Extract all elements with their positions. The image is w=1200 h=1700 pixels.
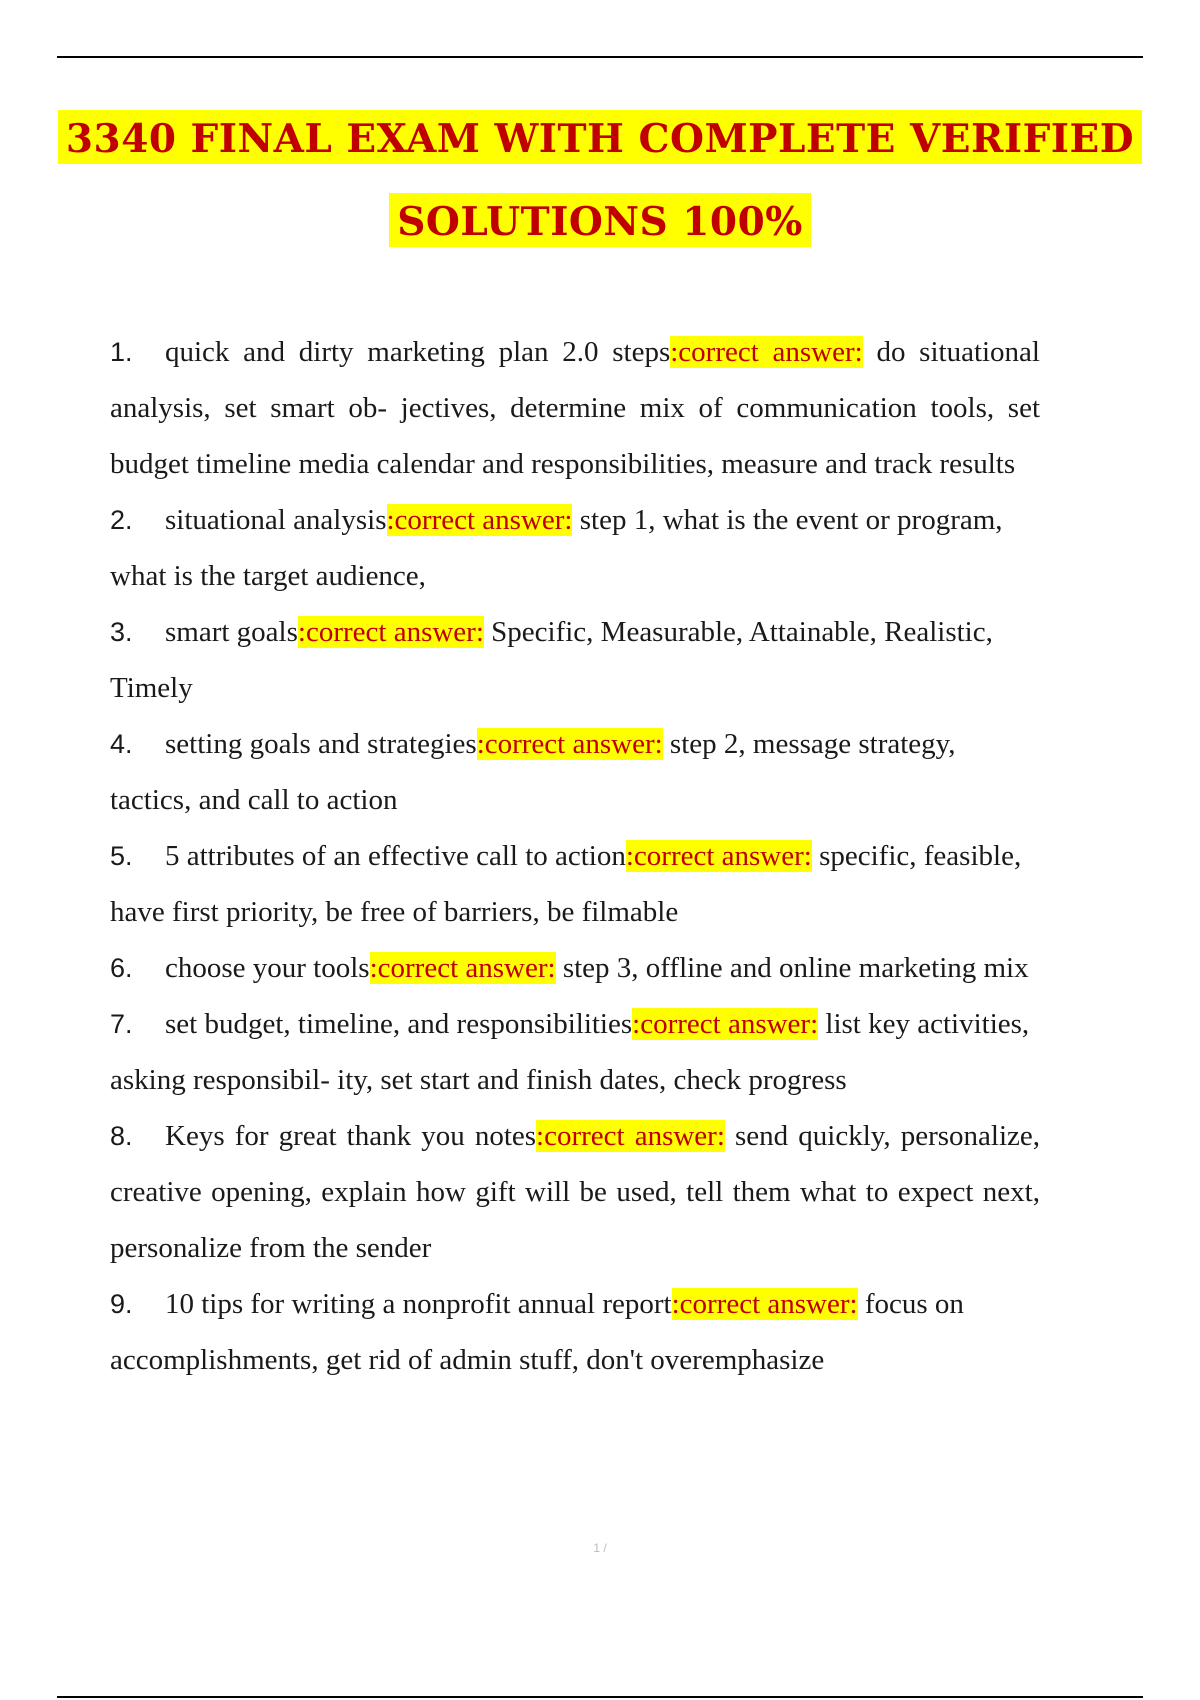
correct-answer-highlight: :correct answer: [632,1008,819,1040]
item-number: 1. [110,337,133,367]
item-term: quick and dirty marketing plan 2.0 steps [165,336,671,368]
qa-item [110,828,1040,940]
title-line-1: 3340 FINAL EXAM WITH COMPLETE VERIFIED [58,110,1142,164]
item-term: set budget, timeline, and responsibilities [165,1008,633,1040]
correct-answer-highlight: :correct answer: [670,336,863,368]
item-answer: do situational analysis, set smart ob- jectives, determine mix of communication tools, set budget timeline media calendar and responsibilities, measure and track results [110,336,1040,480]
item-number: 3. [110,617,133,647]
correct-answer-highlight: :correct answer: [625,840,812,872]
correct-answer-highlight: :correct answer: [386,504,573,536]
item-answer: specific, feasible, have first priority, be free of barriers, be filmable [110,840,1022,928]
item-answer: step 3, offline and online marketing mix [562,952,1029,984]
qa-item [110,940,1040,996]
item-answer: Specific, Measurable, Attainable, Realistic, Timely [110,616,993,704]
item-term: setting goals and strategies [165,728,477,760]
item-term: Keys for great thank you notes [165,1120,537,1152]
item-term: 10 tips for writing a nonprofit annual report [165,1288,672,1320]
bottom-rule [57,1696,1143,1698]
qa-item [110,492,1040,604]
item-number: 5. [110,841,133,871]
item-answer: send quickly, personalize, creative opening, explain how gift will be used, tell them what to expect next, personalize from the sender [110,1120,1041,1264]
correct-answer-highlight: :correct answer: [536,1120,725,1152]
page-number: 1 / [593,1541,607,1555]
item-term: choose your tools [165,952,370,984]
item-number: 9. [110,1289,133,1319]
correct-answer-highlight: :correct answer: [297,616,484,648]
item-number: 6. [110,953,133,983]
item-term: smart goals [165,616,298,648]
qa-item [110,324,1040,492]
top-rule [57,56,1143,58]
qa-item [110,716,1040,828]
qa-item [110,1108,1040,1276]
item-answer: focus on accomplishments, get rid of admin stuff, don't overemphasize [110,1288,964,1376]
item-answer: step 2, message strategy, tactics, and call to action [110,728,956,816]
item-number: 2. [110,505,133,535]
item-answer: list key activities, asking responsibil- ity, set start and finish dates, check progress [110,1008,1030,1096]
item-answer: step 1, what is the event or program, what is the target audience, [110,504,1003,592]
item-term: situational analysis [165,504,387,536]
item-term: 5 attributes of an effective call to action [165,840,626,872]
document-title [0,110,1200,247]
title-line-2: SOLUTIONS 100% [389,193,811,247]
item-number: 7. [110,1009,133,1039]
correct-answer-highlight: :correct answer: [369,952,556,984]
qa-item [110,1276,1040,1388]
item-number: 4. [110,729,133,759]
correct-answer-highlight: :correct answer: [476,728,663,760]
qa-item [110,604,1040,716]
correct-answer-highlight: :correct answer: [671,1288,858,1320]
qa-list [110,324,1040,1388]
qa-item [110,996,1040,1108]
item-number: 8. [110,1121,133,1151]
